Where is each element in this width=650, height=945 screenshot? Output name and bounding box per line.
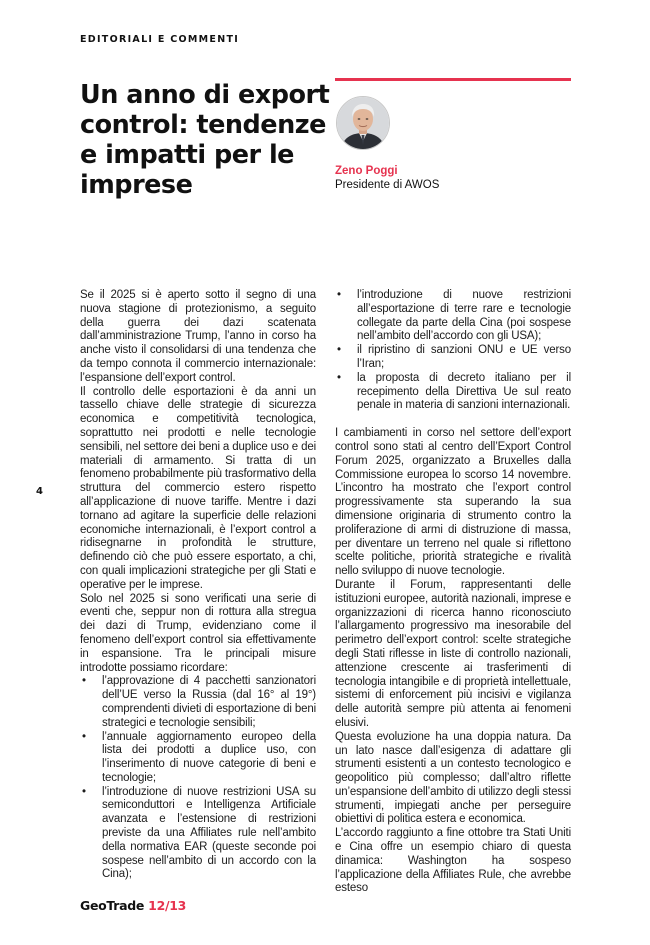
paragraph: Durante il Forum, rappresentanti delle istituzioni europee, autorità nazionali, imprese e organizzazioni di ricerca hanno riconosciuto l’allargamento progressivo ma inesorabile del perimetro dell’export control: scelte strategiche degli Stati riflesse in liste di controllo nazionali, attenzione crescente ai trasferimenti di tecnologia intangibile e di proprietà intellettuale, sistemi di enforcement più incisivi e vigilanza delle autorità sempre più attenta ai fenomeni elusivi. bbox=[335, 578, 571, 729]
paragraph: Questa evoluzione ha una doppia natura. Da un lato nasce dall’esigenza di adattare gli strumenti esistenti a un contesto tecnologico e geopolitico più complesso; dall’altro riflette un’espansione dell’ambito di utilizzo degli stessi strumenti, impiegati anche per perseguire obiettivi di politica estera e economica. bbox=[335, 730, 571, 826]
bullet-icon: • bbox=[337, 344, 341, 357]
paragraph: L’accordo raggiunto a fine ottobre tra Stati Uniti e Cina offre un esempio chiaro di questa dinamica: Washington ha sospeso l’applicazione della Affiliates Rule, che avrebbe esteso bbox=[335, 827, 571, 895]
author-name: Zeno Poggi bbox=[335, 165, 398, 177]
author-role: Presidente di AWOS bbox=[335, 179, 440, 191]
bullet-icon: • bbox=[337, 371, 341, 384]
section-label: EDITORIALI E COMMENTI bbox=[80, 34, 240, 45]
paragraph: Solo nel 2025 si sono verificati una serie di eventi che, seppur non di rottura alla stregua dei dazi di Trump, evidenziano come il fenomeno dell’export control sia effettivamente in espansione. Tra le principali misure introdotte possiamo ricordare: bbox=[80, 592, 316, 674]
left-column bbox=[80, 289, 316, 882]
list-item: • la proposta di decreto italiano per il recepimento della Direttiva Ue sul reato penale in materia di sanzioni internazionali. bbox=[337, 371, 571, 412]
list-item: • l’introduzione di nuove restrizioni USA su semiconduttori e Intelligenza Artificiale avanzata e l’estensione di restrizioni previste da una Affiliates rule nell’ambito della normativa EAR (queste seconde poi sospese nell’ambito di un accordo con la Cina); bbox=[82, 785, 316, 881]
bullet-icon: • bbox=[82, 785, 86, 798]
paragraph: Il controllo delle esportazioni è da anni un tassello chiave delle strategie di sicurezza economica e competitività tecnologica, soprattutto nei prodotti e nelle tecnologie sensibili, nel settore dei beni a duplice uso e dei materiali di armamento. Si tratta di un fenomeno probabilmente più trasformativo della struttura del commercio estero rispetto all’applicazione di nuove tariffe. Mentre i dazi tornano ad agitare la superficie delle relazioni economiche internazionali, è l’export control a ridisegnarne in profondità le strutture, definendo ciò che può essere esportato, a chi, con quali implicazioni strategiche per gli Stati e operative per le imprese. bbox=[80, 385, 317, 591]
bullet-icon: • bbox=[82, 675, 86, 688]
bullet-list bbox=[80, 675, 316, 882]
footer-masthead bbox=[80, 898, 186, 913]
accent-rule bbox=[335, 78, 571, 81]
list-item: • il ripristino di sanzioni ONU e UE verso l’Iran; bbox=[337, 344, 571, 370]
page-number: 4 bbox=[36, 486, 43, 497]
list-item: • l’introduzione di nuove restrizioni all’esportazione di terre rare e tecnologie collegate da parte della Cina (poi sospese nell’ambito dell’accordo con gli USA); bbox=[337, 289, 571, 343]
author-avatar bbox=[336, 96, 390, 150]
paragraph: Se il 2025 si è aperto sotto il segno di una nuova stagione di protezionismo, a seguito della guerra dei dazi scatenata dall’amministrazione Trump, l’anno in corso ha anche visto il consolidarsi di una tendenza che da tempo connota il commercio internazionale: l’espansione dell’export control. bbox=[80, 289, 316, 384]
article-title: Un anno di export control: tendenze e impatti per le imprese bbox=[80, 80, 330, 200]
right-column bbox=[335, 289, 571, 896]
bullet-icon: • bbox=[337, 289, 341, 301]
list-item: • l’annuale aggiornamento europeo della lista dei prodotti a duplice uso, con l’inserimento di nuove categorie di beni e tecnologie; bbox=[82, 730, 316, 784]
list-item: • l’approvazione di 4 pacchetti sanzionatori dell’UE verso la Russia (dal 16° al 19°) comprendenti divieti di esportazione di beni strategici e tecnologie sensibili; bbox=[82, 675, 316, 729]
magazine-name: GeoTrade bbox=[80, 898, 145, 913]
author-photo bbox=[337, 97, 389, 149]
bullet-list bbox=[335, 289, 571, 413]
issue-number: 12/13 bbox=[148, 898, 187, 913]
paragraph: I cambiamenti in corso nel settore dell’export control sono stati al centro dell’Export Control Forum 2025, organizzato a Bruxelles dalla Commissione europea lo scorso 14 novembre. L’incontro ha mostrato che l’export control progressivamente sta superando la sua dimensione originaria di strumento contro la proliferazione di armi di distruzione di massa, per diventare un terreno nel quale si riflettono scelte politiche, priorità strategiche e rivalità nello sviluppo di nuove tecnologie. bbox=[335, 427, 571, 578]
bullet-icon: • bbox=[82, 730, 86, 743]
